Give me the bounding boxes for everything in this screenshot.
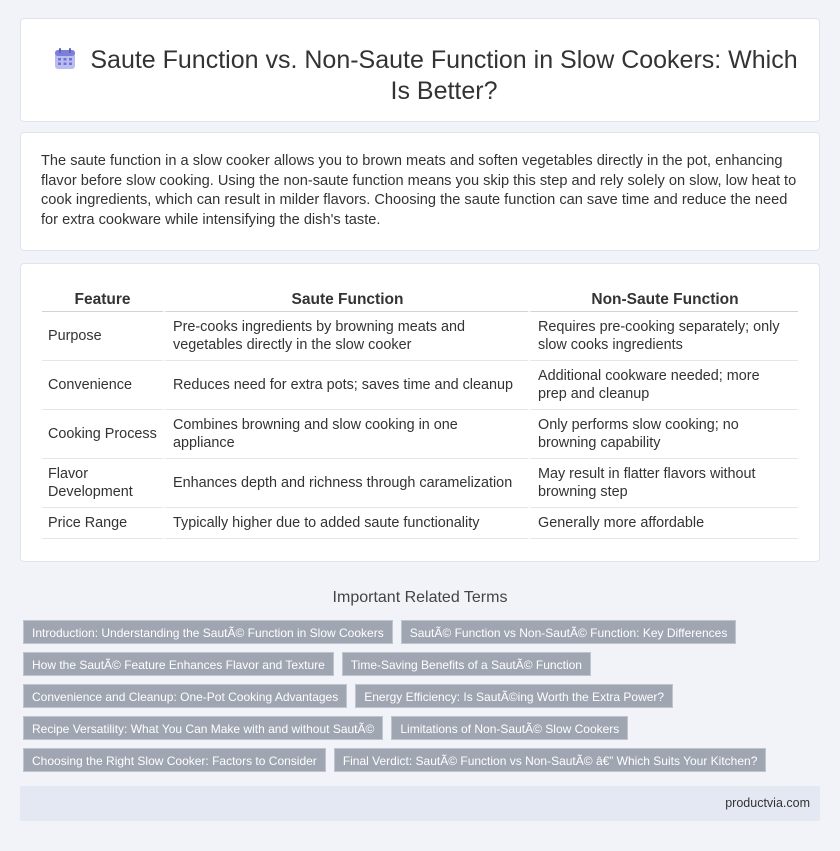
table-row	[42, 410, 798, 459]
page-title: Saute Function vs. Non-Saute Function in Slow Cookers: Which Is Better?	[90, 46, 798, 105]
footer-brand[interactable]: productvia.com	[725, 796, 810, 811]
related-term-link[interactable]: Time-Saving Benefits of a SautÃ© Function	[342, 652, 591, 676]
related-term-link[interactable]: Introduction: Understanding the SautÃ© Function in Slow Cookers	[23, 620, 393, 644]
column-header: Feature	[42, 288, 163, 312]
table-cell: Pre-cooks ingredients by browning meats and vegetables directly in the slow cooker	[163, 312, 528, 361]
table-row	[42, 312, 798, 361]
table-cell: Purpose	[42, 312, 163, 361]
table-header-row	[42, 288, 798, 312]
related-term-link[interactable]: SautÃ© Function vs Non-SautÃ© Function: Key Differences	[401, 620, 737, 644]
related-term-link[interactable]: Convenience and Cleanup: One-Pot Cooking Advantages	[23, 684, 347, 708]
column-header: Non-Saute Function	[528, 288, 798, 312]
related-term-link[interactable]: Recipe Versatility: What You Can Make with and without SautÃ©	[23, 716, 383, 740]
table-cell: Convenience	[42, 361, 163, 410]
table-cell: Flavor Development	[42, 459, 163, 508]
related-terms-list	[23, 620, 817, 772]
intro-text: The saute function in a slow cooker allows you to brown meats and soften vegetables directly in the pot, enhancing flavor before slow cooking. Using the non-saute function means you skip this step and rely solely on slow, low heat to cook ingredients, which can result in milder flavors. Choosing the saute function can save time and reduce the need for extra cookware while intensifying the dish's taste.	[41, 153, 797, 228]
table-cell: May result in flatter flavors without browning step	[528, 459, 798, 508]
table-cell: Only performs slow cooking; no browning capability	[528, 410, 798, 459]
table-row	[42, 361, 798, 410]
table-cell: Price Range	[42, 508, 163, 539]
title-card	[20, 18, 820, 122]
table-cell: Cooking Process	[42, 410, 163, 459]
table-cell: Reduces need for extra pots; saves time and cleanup	[163, 361, 528, 410]
related-term-link[interactable]: Final Verdict: SautÃ© Function vs Non-SautÃ© â€” Which Suits Your Kitchen?	[334, 748, 767, 772]
related-term-link[interactable]: Limitations of Non-SautÃ© Slow Cookers	[391, 716, 628, 740]
calendar-icon	[53, 47, 77, 71]
table-cell: Enhances depth and richness through caramelization	[163, 459, 528, 508]
intro-card	[20, 132, 820, 251]
table-cell: Additional cookware needed; more prep and cleanup	[528, 361, 798, 410]
related-terms-heading: Important Related Terms	[332, 589, 508, 607]
table-cell: Generally more affordable	[528, 508, 798, 539]
table-cell: Requires pre-cooking separately; only slow cooks ingredients	[528, 312, 798, 361]
table-cell: Combines browning and slow cooking in one appliance	[163, 410, 528, 459]
column-header: Saute Function	[163, 288, 528, 312]
related-term-link[interactable]: Choosing the Right Slow Cooker: Factors to Consider	[23, 748, 326, 772]
related-term-link[interactable]: How the SautÃ© Feature Enhances Flavor and Texture	[23, 652, 334, 676]
table-row	[42, 508, 798, 539]
table-cell: Typically higher due to added saute functionality	[163, 508, 528, 539]
comparison-table	[42, 288, 798, 539]
related-term-link[interactable]: Energy Efficiency: Is SautÃ©ing Worth the Extra Power?	[355, 684, 673, 708]
table-row	[42, 459, 798, 508]
footer	[20, 786, 820, 821]
comparison-table-card	[20, 263, 820, 562]
